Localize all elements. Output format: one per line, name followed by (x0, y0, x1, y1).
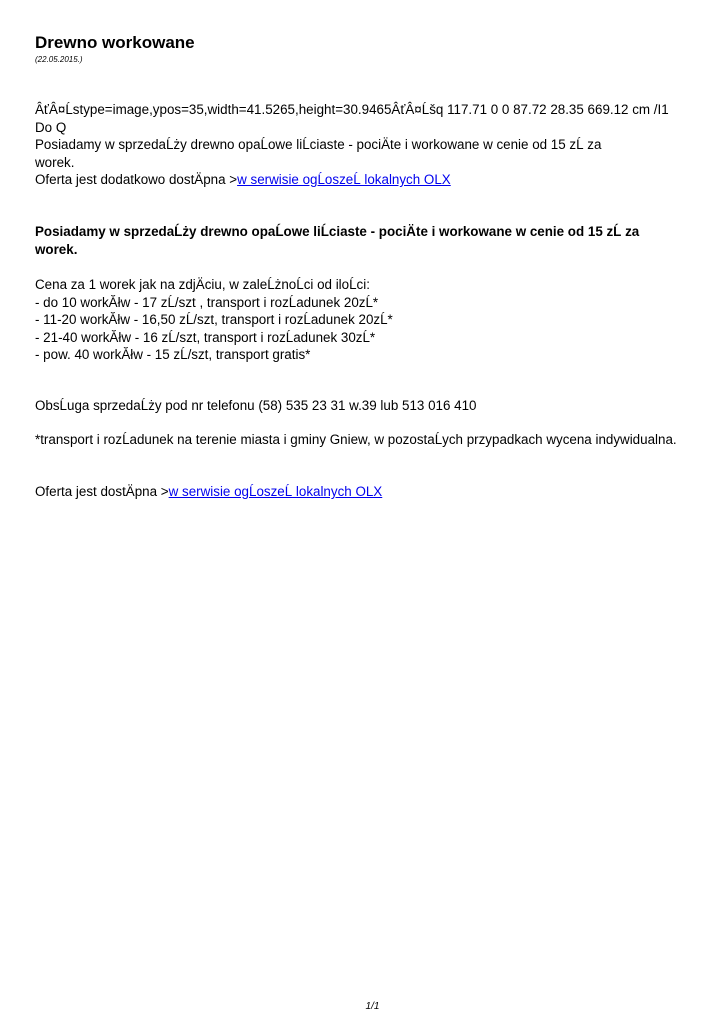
olx-link[interactable]: w serwisie ogĹoszeĹ lokalnych OLX (237, 172, 451, 187)
page-number: 1/1 (365, 1001, 380, 1012)
bold-description (35, 223, 685, 258)
transport-note-text: *transport i rozĹadunek na terenie miasta i gminy Gniew, w pozostaĹych przypadkach wycena indywidualna. (35, 432, 677, 447)
additional-offer-prefix: Oferta jest dodatkowo dostÄpna > (35, 172, 238, 187)
price-item: - 21-40 workĂłw - 16 zĹ/szt, transport i rozĹadunek 30zĹ* (35, 329, 376, 345)
final-offer-line (35, 483, 685, 501)
bold-description-text: Posiadamy w sprzedaĹży drewno opaĹowe liĹciaste - pociÄte i workowane w cenie od 15 zĹ za worek. (35, 224, 640, 257)
transport-note (35, 431, 685, 449)
additional-offer-line (35, 171, 685, 189)
intro-section (35, 101, 685, 189)
price-item: - 11-20 workĂłw - 16,50 zĹ/szt, transport i rozĹadunek 20zĹ* (35, 312, 393, 327)
description-line: Posiadamy w sprzedaĹży drewno opaĹowe liĹciaste - pociÄte i workowane w cenie od 15 zĹ za (35, 137, 602, 152)
description-line-continued: worek. (35, 154, 75, 170)
do-q-line: Do Q (35, 119, 67, 135)
pricing-intro: Cena za 1 worek jak na zdjÄciu, w zaleĹżnoĹci od iloĹci: (35, 277, 370, 292)
price-item: - do 10 workĂłw - 17 zĹ/szt , transport i rozĹadunek 20zĹ* (35, 294, 379, 310)
contact-text: ObsĹuga sprzedaĹży pod nr telefonu (58) 535 23 31 w.39 lub 513 016 410 (35, 398, 477, 413)
document-date: (22.05.2015.) (35, 55, 83, 64)
olx-link-final[interactable]: w serwisie ogĹoszeĹ lokalnych OLX (168, 484, 383, 499)
pricing-section (35, 276, 685, 364)
contact-section (35, 397, 685, 415)
document-title: Drewno workowane (35, 33, 195, 52)
image-metadata-line: ÂťÂ¤Ĺstype=image,ypos=35,width=41.5265,height=30.9465ÂťÂ¤Ĺšq 117.71 0 0 87.72 28.35 669.12 cm /I1 (35, 102, 669, 117)
final-offer-prefix: Oferta jest dostÄpna > (35, 484, 169, 499)
price-item: - pow. 40 workĂłw - 15 zĹ/szt, transport gratis* (35, 347, 311, 362)
final-offer-section (35, 483, 685, 501)
page-footer (0, 1001, 725, 1012)
